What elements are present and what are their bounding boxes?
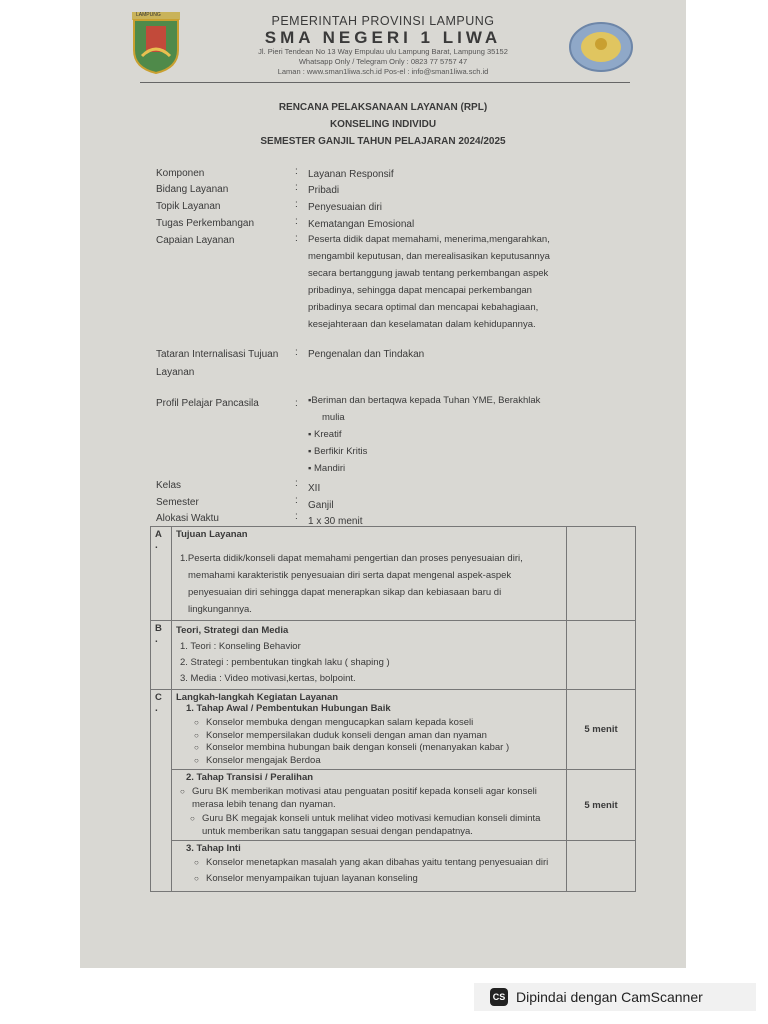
camscanner-icon: CS (490, 988, 508, 1006)
profil-item: ▪ Mandiri (308, 463, 346, 474)
step-item: ○ Konselor membina hubungan baik dengan konseli (menanyakan kabar ) (192, 742, 562, 755)
colon: : (295, 495, 298, 506)
capaian-line: pribadinya, sehingga dapat mencapai perkembangan (308, 285, 532, 296)
topik-value: Penyesuaian diri (308, 202, 382, 213)
section-heading: Tujuan Layanan (176, 529, 248, 540)
table-row (151, 690, 636, 770)
step-item: ○ Konselor mempersilakan duduk konseli dengan aman dan nyaman (192, 730, 562, 743)
capaian-label: Capaian Layanan (156, 235, 235, 246)
section-letter (151, 527, 172, 621)
section-heading: Langkah-langkah Kegiatan Layanan (176, 692, 339, 703)
colon: : (295, 511, 298, 522)
profil-item: ▪ Kreatif (308, 429, 342, 440)
tugas-label: Tugas Perkembangan (156, 218, 255, 229)
capaian-line: kesejahteraan dan keselamatan dalam kehidupannya. (308, 319, 536, 330)
step2-content (172, 770, 567, 841)
komponen-value: Layanan Responsif (308, 169, 394, 180)
media-line: 2. Strategi : pembentukan tingkah laku ( shaping ) (180, 657, 390, 668)
dot: . (155, 540, 158, 551)
colon: : (295, 233, 298, 244)
emblem-text: LAMPUNG (136, 12, 161, 18)
capaian-line: mengambil keputusan, dan merealisasikan keputusannya (308, 251, 550, 262)
profil-item: ▪ Berfikir Kritis (308, 446, 368, 457)
section-b-content (172, 621, 567, 690)
table-row (151, 621, 636, 690)
step-item: ○ Konselor membuka dengan mengucapkan salam kepada koseli (192, 717, 562, 730)
tujuan-line: memahami karakteristik penyesuaian diri serta dapat mengenal aspek-aspek (188, 570, 512, 581)
colon: : (295, 398, 298, 409)
section-letter (151, 690, 172, 892)
kelas-label: Kelas (156, 480, 182, 491)
profil-list (308, 392, 578, 477)
scanned-page (80, 0, 686, 968)
section-letter-text: A (155, 529, 162, 540)
letterhead-divider (140, 82, 630, 83)
time-cell (567, 527, 636, 621)
colon: : (295, 199, 298, 210)
document-title: RENCANA PELAKSANAAN LAYANAN (RPL) (278, 102, 488, 113)
colon: : (295, 478, 298, 489)
semester-label: Semester (156, 497, 199, 508)
letterhead-government: PEMERINTAH PROVINSI LAMPUNG (271, 14, 495, 28)
section-a-content (172, 527, 567, 621)
kelas-value: XII (308, 483, 321, 494)
topik-label: Topik Layanan (156, 201, 221, 212)
colon: : (295, 166, 298, 177)
alokasi-value: 1 x 30 menit (308, 516, 363, 527)
step-title: 1. Tahap Awal / Pembentukan Hubungan Baik (186, 703, 391, 714)
capaian-line: pribadinya secara optimal dan mencapai kebahagiaan, (308, 302, 539, 313)
step-item: ○ Guru BK megajak konseli untuk melihat video motivasi kemudian konseli diminta untuk memberikan satu tanggapan sesuai dengan pendapatnya. (188, 813, 562, 838)
profil-item: ▪Beriman dan bertaqwa kepada Tuhan YME, Berakhlak (308, 395, 541, 406)
profil-item: mulia (322, 412, 345, 423)
capaian-line: Peserta didik dapat memahami, menerima,mengarahkan, (308, 234, 550, 245)
alokasi-label: Alokasi Waktu (156, 513, 219, 524)
table-row (151, 770, 636, 841)
dot: . (155, 634, 158, 645)
semester-value: Ganjil (308, 500, 334, 511)
capaian-line: secara bertanggung jawab tentang perkembangan aspek (308, 268, 549, 279)
section-letter-text: C (155, 692, 162, 703)
step-title: 2. Tahap Transisi / Peralihan (186, 772, 314, 783)
step-item: ○ Guru BK memberikan motivasi atau penguatan positif kepada konseli agar konseli merasa lebih tenang dan nyaman. (178, 786, 562, 811)
colon: : (295, 216, 298, 227)
tujuan-line: penyesuaian diri sehingga dapat menerapkan sikap dan kebiasaan baru di (188, 587, 502, 598)
tataran-value: Pengenalan dan Tindakan (308, 349, 425, 360)
tugas-value: Kematangan Emosional (308, 219, 415, 230)
camscanner-badge (474, 983, 756, 1011)
step-item: ○ Konselor menetapkan masalah yang akan dibahas yaitu tentang penyesuaian diri (192, 857, 562, 870)
tataran-label-line2: Layanan (156, 367, 195, 378)
time-cell (567, 621, 636, 690)
time-cell (567, 841, 636, 892)
document-semester: SEMESTER GANJIL TAHUN PELAJARAN 2024/2025 (260, 136, 506, 147)
letterhead-contact: Whatsapp Only / Telegram Only : 0823 77 5757 47 (298, 57, 468, 66)
bidang-label: Bidang Layanan (156, 184, 229, 195)
table-row (151, 527, 636, 621)
section-letter-text: B (155, 623, 162, 634)
colon: : (295, 347, 298, 358)
activity-table (150, 526, 636, 892)
step-title: 3. Tahap Inti (186, 843, 241, 854)
tataran-label (156, 347, 296, 380)
document-subtitle: KONSELING INDIVIDU (329, 119, 437, 130)
capaian-value (308, 231, 568, 333)
time-cell: 5 menit (567, 690, 636, 770)
letterhead-website: Laman : www.sman1liwa.sch.id Pos-el : info@sman1liwa.sch.id (277, 67, 489, 76)
colon: : (295, 182, 298, 193)
step3-content (172, 841, 567, 892)
bidang-value: Pribadi (308, 185, 340, 196)
tujuan-line: 1.Peserta didik/konseli dapat memahami pengertian dan proses penyesuaian diri, (180, 553, 523, 564)
section-letter (151, 621, 172, 690)
camscanner-text: Dipindai dengan CamScanner (516, 989, 703, 1005)
letterhead-address: Jl. Pieri Tendean No 13 Way Empulau ulu Lampung Barat, Lampung 35152 (258, 47, 508, 56)
step1-content (172, 690, 567, 770)
media-line: 3. Media : Video motivasi,kertas, bolpoint. (180, 673, 356, 684)
tataran-label-line1: Tataran Internalisasi Tujuan (156, 349, 279, 360)
tujuan-line: lingkungannya. (188, 604, 252, 615)
dot: . (155, 703, 158, 714)
step-item: ○ Konselor menyampaikan tujuan layanan konseling (192, 873, 562, 886)
letterhead-school-name: SMA NEGERI 1 LIWA (264, 28, 502, 47)
step-item: ○ Konselor mengajak Berdoa (192, 755, 562, 768)
profil-label: Profil Pelajar Pancasila (156, 398, 259, 409)
time-cell: 5 menit (567, 770, 636, 841)
table-row (151, 841, 636, 892)
komponen-label: Komponen (156, 168, 205, 179)
section-heading: Teori, Strategi dan Media (176, 625, 289, 636)
media-line: 1. Teori : Konseling Behavior (180, 641, 301, 652)
